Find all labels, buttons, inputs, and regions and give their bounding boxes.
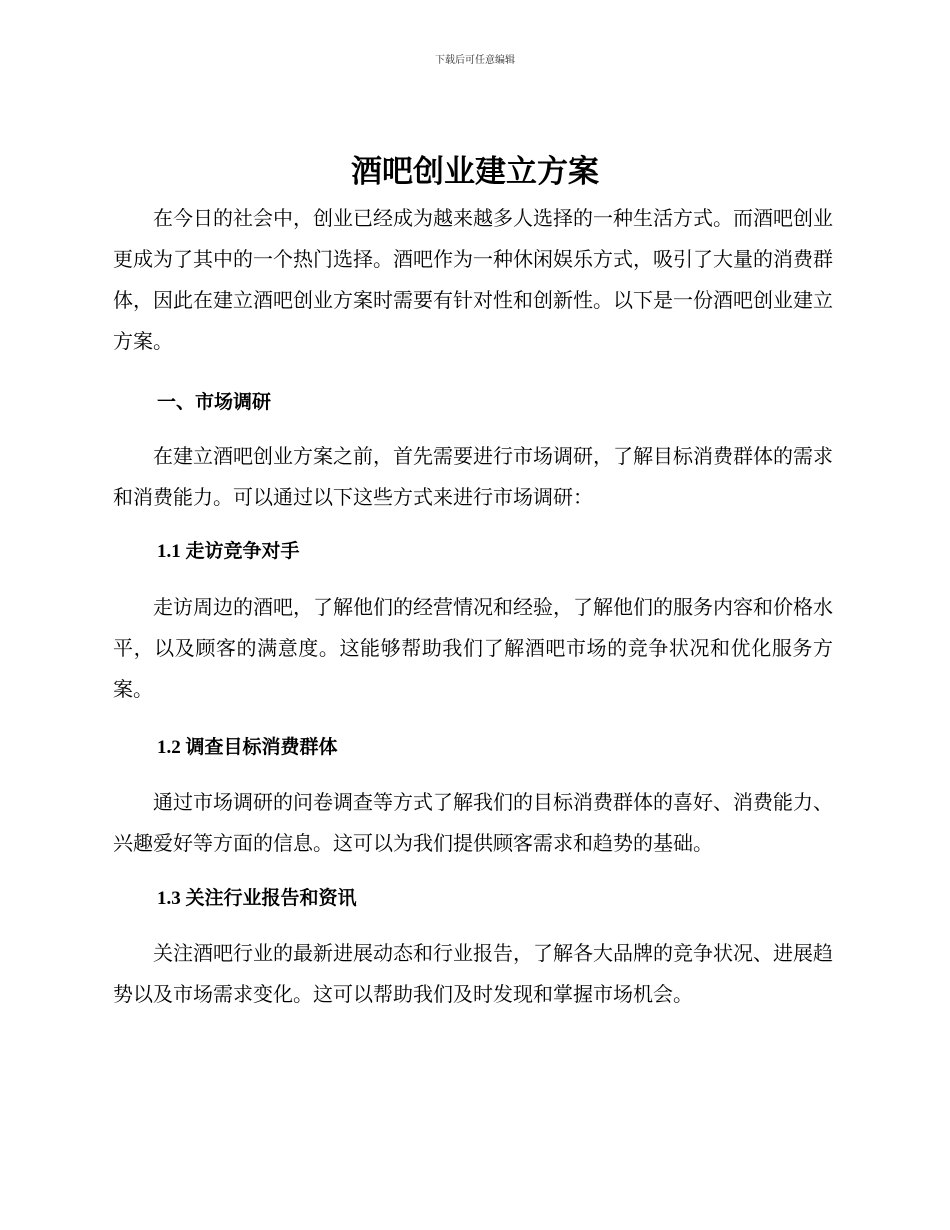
subsection-heading-target-group: 1.2 调查目标消费群体 (157, 737, 338, 758)
intro-paragraph: 在今日的社会中，创业已经成为越来越多人选择的一种生活方式。而酒吧创业更成为了其中的一个热门选择。酒吧作为一种休闲娱乐方式，吸引了大量的消费群体，因此在建立酒吧创业方案时需要有针对性和创新性。以下是一份酒吧创业建立方案。 (113, 206, 833, 353)
subsection-paragraph-competitors: 走访周边的酒吧，了解他们的经营情况和经验，了解他们的服务内容和价格水平，以及顾客的满意度。这能够帮助我们了解酒吧市场的竞争状况和优化服务方案。 (113, 595, 833, 701)
subsection-heading-industry-reports: 1.3 关注行业报告和资讯 (157, 888, 357, 909)
document-title: 酒吧创业建立方案 (351, 154, 599, 190)
subsection-heading-competitors: 1.1 走访竞争对手 (157, 541, 300, 562)
subsection-paragraph-target-group: 通过市场调研的问卷调查等方式了解我们的目标消费群体的喜好、消费能力、兴趣爱好等方面的信息。这可以为我们提供顾客需求和趋势的基础。 (113, 790, 833, 855)
header-note: 下载后可任意编辑 (435, 55, 515, 66)
section-heading-market-research: 一、市场调研 (157, 391, 272, 413)
subsection-paragraph-industry-reports: 关注酒吧行业的最新进展动态和行业报告，了解各大品牌的竞争状况、进展趋势以及市场需求变化。这可以帮助我们及时发现和掌握市场机会。 (113, 941, 833, 1006)
section-paragraph-market-research: 在建立酒吧创业方案之前，首先需要进行市场调研，了解目标消费群体的需求和消费能力。可以通过以下这些方式来进行市场调研： (113, 444, 833, 509)
